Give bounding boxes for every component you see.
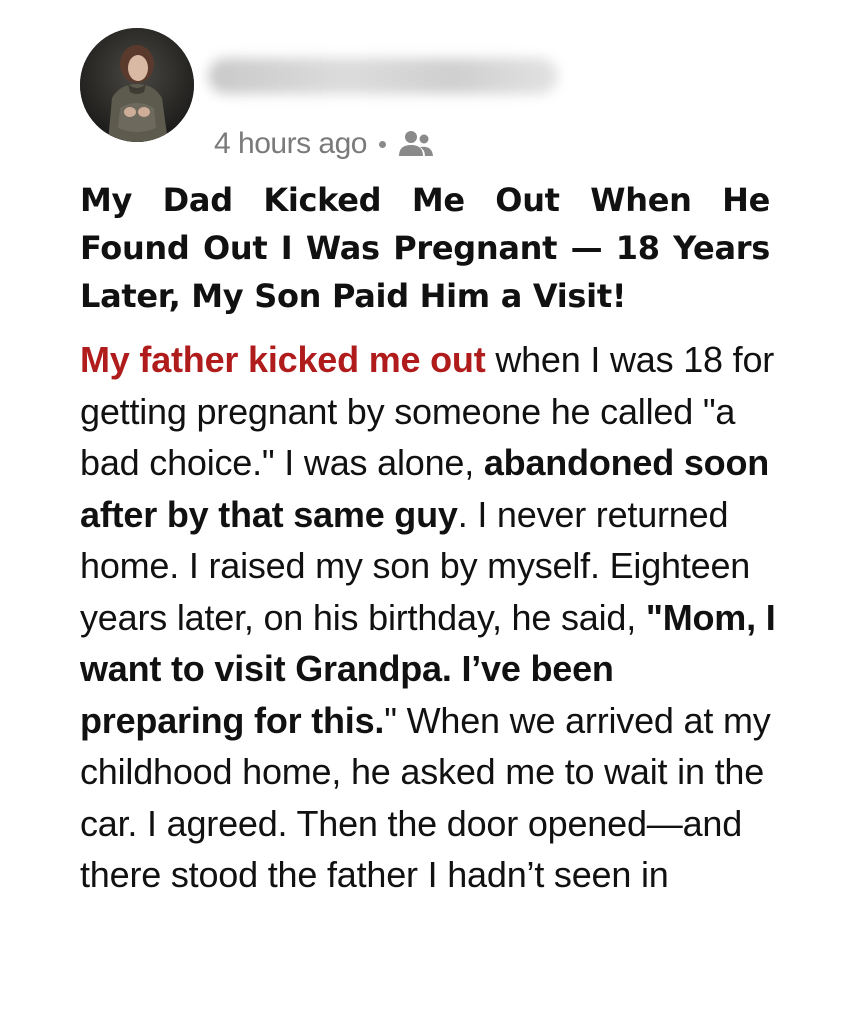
post-time: 4 hours ago — [214, 127, 367, 160]
body-text-2: . I never returned home. I raised my son by myself. Eighteen years later, on his birthday, he said, — [80, 493, 751, 638]
post-body — [80, 334, 780, 901]
body-text-3: " When we arrived at my childhood home, he asked me to wait in the car. I agreed. Then the door opened—and there stood the father I hadn’t seen in — [80, 699, 771, 895]
body-highlight: My father kicked me out — [80, 339, 486, 380]
post-header — [80, 28, 780, 158]
post-meta — [214, 124, 434, 164]
body-bold-2: "Mom, I want to visit Grandpa. I’ve been preparing for this. — [80, 596, 776, 741]
separator-dot — [379, 141, 386, 148]
people-icon[interactable] — [398, 129, 434, 159]
post-title: My Dad Kicked Me Out When He Found Out I Was Pregnant — 18 Years Later, My Son Paid Him a Visit! — [80, 181, 770, 315]
avatar-photo-icon — [80, 28, 194, 142]
body-text-1: when I was 18 for getting pregnant by someone he called "a bad choice." I was alone, — [80, 339, 775, 483]
author-name[interactable] — [208, 58, 558, 94]
body-bold-1: abandoned soon after by that same guy — [80, 442, 770, 535]
author-avatar[interactable] — [80, 28, 194, 142]
